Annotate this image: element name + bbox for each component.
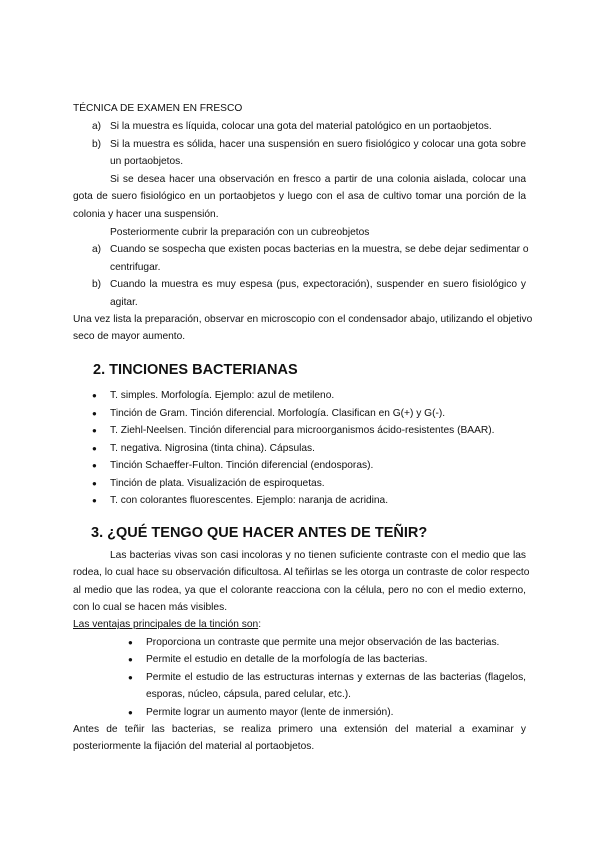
advantages-heading-text: Las ventajas principales de la tinción son [73, 619, 259, 630]
list-item: T. Ziehl-Neelsen. Tinción diferencial para microorganismos ácido-resistentes (BAAR). [110, 425, 495, 436]
list-item: T. negativa. Nigrosina (tinta china). Cápsulas. [110, 443, 315, 454]
bullet-icon: ● [92, 391, 97, 400]
advantage-item: Permite lograr un aumento mayor (lente de inmersión). [146, 707, 394, 718]
bullet-icon: ● [128, 655, 133, 664]
paragraph-line: Posteriormente cubrir la preparación con un cubreobjetos [110, 227, 370, 238]
paragraph-line: Una vez lista la preparación, observar en microscopio con el condensador abajo, utilizando el objetivo [73, 314, 533, 325]
paragraph-line: posteriormente la fijación del material al portaobjetos. [73, 741, 315, 752]
list-item: T. simples. Morfología. Ejemplo: azul de metileno. [110, 390, 335, 401]
advantages-heading [73, 618, 261, 631]
bullet-icon: ● [92, 496, 97, 505]
advantage-item: esporas, núcleo, cápsula, pared celular, etc.). [146, 689, 351, 700]
advantage-item: Permite el estudio de las estructuras internas y externas de las bacterias (flagelos, [146, 672, 526, 683]
list-item: Tinción Schaeffer-Fulton. Tinción diferencial (endosporas). [110, 460, 374, 471]
list-item: T. con colorantes fluorescentes. Ejemplo: naranja de acridina. [110, 495, 389, 506]
advantage-item: Permite el estudio en detalle de la morfología de las bacterias. [146, 654, 428, 665]
bullet-icon: ● [92, 444, 97, 453]
section-title-fresh-exam: TÉCNICA DE EXAMEN EN FRESCO [73, 103, 243, 114]
list-marker: a) [92, 121, 102, 132]
bullet-icon: ● [128, 638, 133, 647]
list-marker: b) [92, 139, 102, 150]
paragraph-line: rodea, lo cual hace su observación dificultosa. Al teñirlas se les otorga un contraste de color respecto [73, 567, 530, 578]
list-item-text: Si la muestra es líquida, colocar una gota del material patológico en un portaobjetos. [110, 121, 492, 132]
paragraph-line: gota de suero fisiológico en un portaobjetos y luego con el asa de cultivo tomar una porción de la [73, 191, 526, 202]
bullet-icon: ● [92, 426, 97, 435]
bullet-icon: ● [92, 479, 97, 488]
list-item-text: un portaobjetos. [110, 156, 184, 167]
paragraph-line: seco de mayor aumento. [73, 331, 186, 342]
bullet-icon: ● [92, 461, 97, 470]
advantage-item: Proporciona un contraste que permite una mejor observación de las bacterias. [146, 637, 500, 648]
list-item-text: agitar. [110, 297, 138, 308]
list-marker: b) [92, 279, 102, 290]
bullet-icon: ● [128, 673, 133, 682]
bullet-icon: ● [92, 409, 97, 418]
paragraph-line: Las bacterias vivas son casi incoloras y no tienen suficiente contraste con el medio que las [110, 550, 526, 561]
list-item: Tinción de plata. Visualización de espiroquetas. [110, 478, 325, 489]
section-heading-before-staining: 3. ¿QUÉ TENGO QUE HACER ANTES DE TEÑIR? [91, 525, 428, 541]
section-heading-staining: 2. TINCIONES BACTERIANAS [93, 362, 298, 378]
paragraph-line: al medio que las rodea, ya que el colorante reacciona con la célula, pero no con el medio externo, [73, 585, 526, 596]
advantages-heading-colon: : [258, 619, 262, 630]
list-item-text: Cuando se sospecha que existen pocas bacterias en la muestra, se debe dejar sedimentar o [110, 244, 529, 255]
paragraph-line: Si se desea hacer una observación en fresco a partir de una colonia aislada, colocar una [110, 174, 526, 185]
list-item-text: centrifugar. [110, 262, 161, 273]
list-item: Tinción de Gram. Tinción diferencial. Morfología. Clasifican en G(+) y G(-). [110, 408, 446, 419]
bullet-icon: ● [128, 708, 133, 717]
paragraph-line: con lo cual se hacen más visibles. [73, 602, 228, 613]
list-marker: a) [92, 244, 102, 255]
paragraph-line: Antes de teñir las bacterias, se realiza primero una extensión del material a examinar y [73, 724, 526, 735]
paragraph-line: colonia y hacer una suspensión. [73, 209, 219, 220]
list-item-text: Cuando la muestra es muy espesa (pus, expectoración), suspender en suero fisiológico y [110, 279, 526, 290]
list-item-text: Si la muestra es sólida, hacer una suspensión en suero fisiológico y colocar una gota sobre [110, 139, 526, 150]
